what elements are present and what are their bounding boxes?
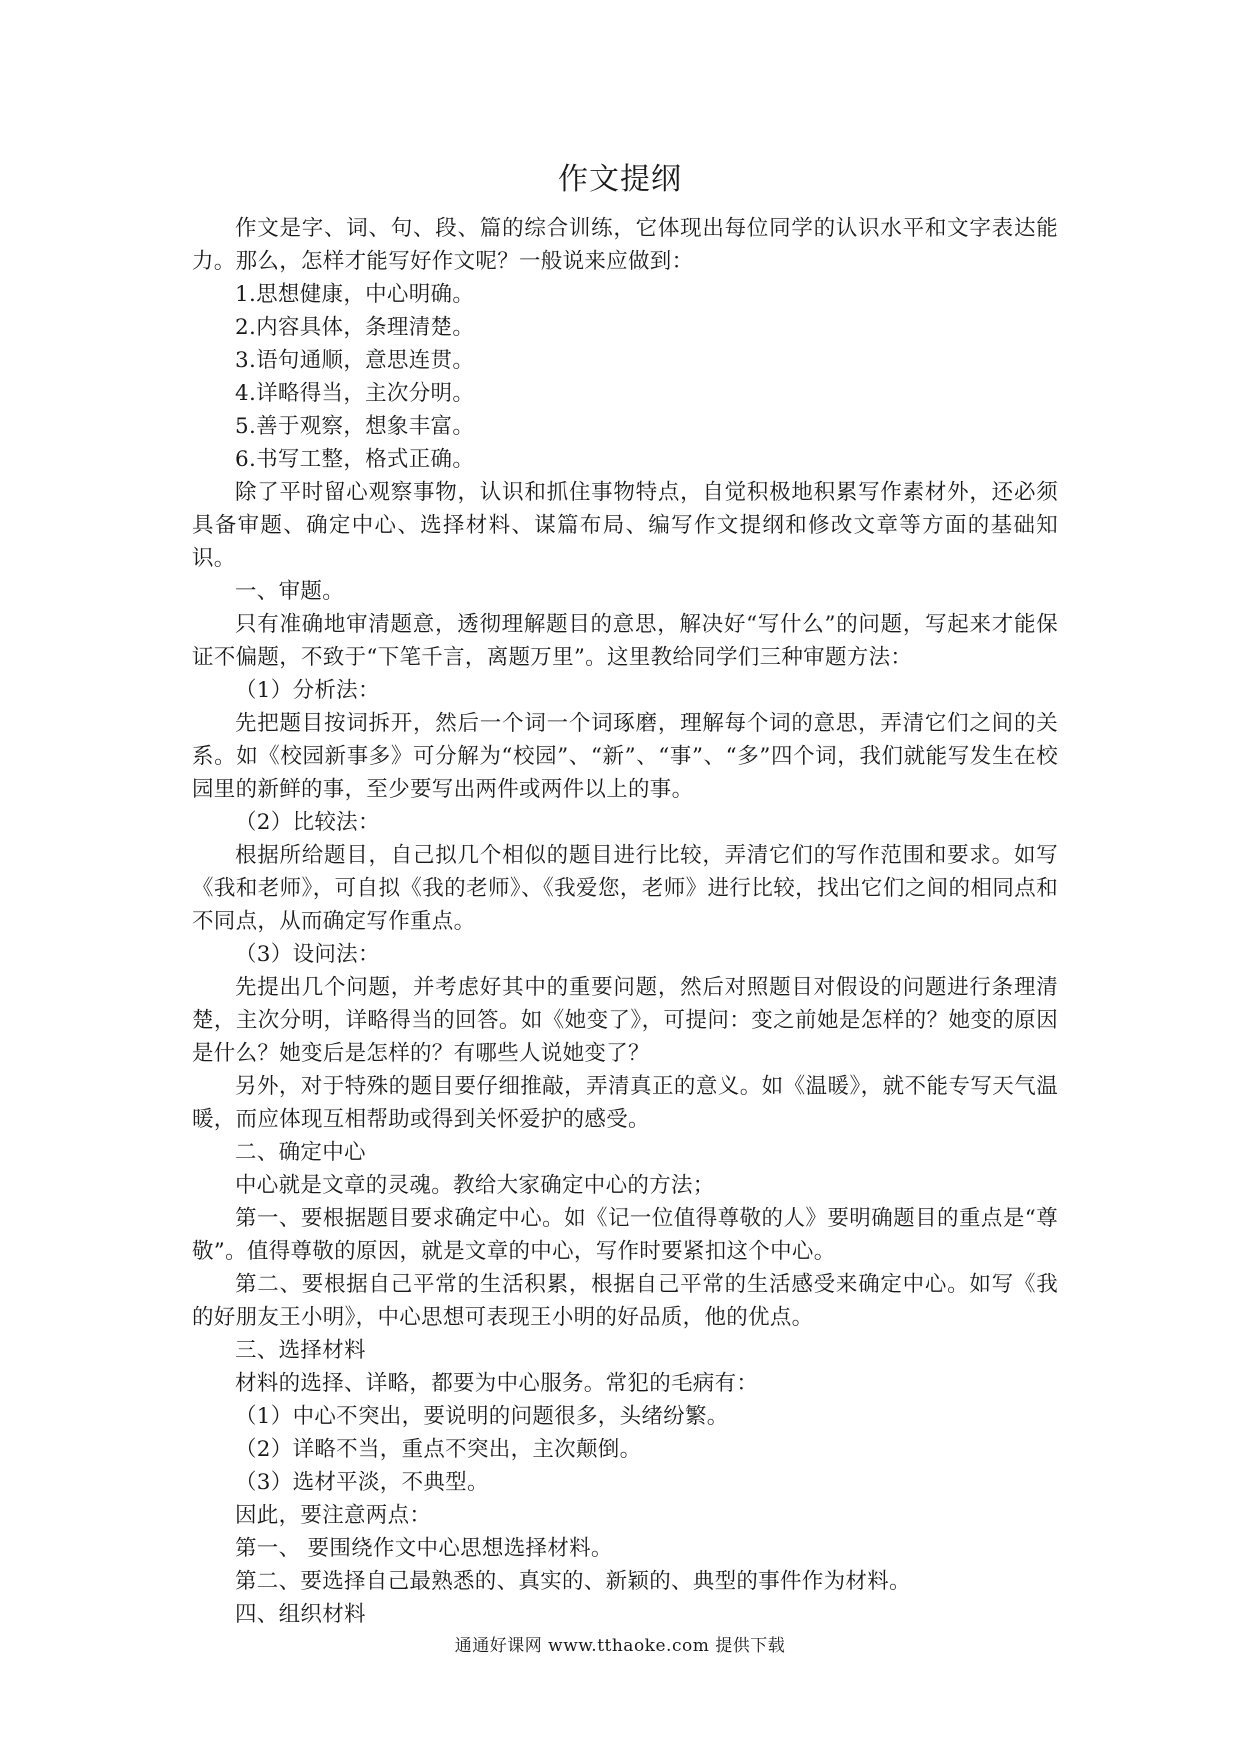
paragraph: 第二、要根据自己平常的生活积累，根据自己平常的生活感受来确定中心。如写《我的好朋友王小明》，中心思想可表现王小明的好品质，他的优点。 <box>192 1272 1058 1330</box>
list-item: （2）详略不当，重点不突出，主次颠倒。 <box>235 1437 642 1462</box>
paragraph: 因此，要注意两点： <box>235 1503 432 1528</box>
page-footer: 通通好课网 www.tthaoke.com 提供下载 <box>454 1636 786 1656</box>
paragraph: 先把题目按词拆开，然后一个词一个词琢磨，理解每个词的意思，弄清它们之间的关系。如《校园新事多》可分解为“校园”、“新”、“事”、“多”四个词，我们就能写发生在校园里的新鲜的事，至少要写出两件或两件以上的事。 <box>192 711 1058 802</box>
section-heading: 三、选择材料 <box>235 1338 366 1363</box>
paragraph: 只有准确地审清题意，透彻理解题目的意思，解决好“写什么”的问题，写起来才能保证不偏题，不致于“下笔千言，离题万里”。这里教给同学们三种审题方法： <box>192 612 1058 670</box>
paragraph: 第二、要选择自己最熟悉的、真实的、新颖的、典型的事件作为材料。 <box>235 1569 911 1594</box>
section-heading: 一、审题。 <box>235 579 345 604</box>
paragraph: 材料的选择、详略，都要为中心服务。常犯的毛病有： <box>235 1371 759 1396</box>
list-item: 1.思想健康，中心明确。 <box>235 282 475 307</box>
section-heading: 二、确定中心 <box>235 1140 366 1165</box>
paragraph: 先提出几个问题，并考虑好其中的重要问题，然后对照题目对假设的问题进行条理清楚，主次分明，详略得当的回答。如《她变了》，可提问：变之前她是怎样的？她变的原因是什么？她变后是怎样的？有哪些人说她变了？ <box>192 975 1058 1066</box>
paragraph: 第一、要根据题目要求确定中心。如《记一位值得尊敬的人》要明确题目的重点是“尊敬”。值得尊敬的原因，就是文章的中心，写作时要紧扣这个中心。 <box>192 1206 1058 1264</box>
list-item: 2.内容具体，条理清楚。 <box>235 315 475 340</box>
list-item: 3.语句通顺，意思连贯。 <box>235 348 475 373</box>
paragraph: 第一、 要围绕作文中心思想选择材料。 <box>235 1536 613 1561</box>
list-item: （3）选材平淡，不典型。 <box>235 1470 489 1495</box>
subsection-heading: （2）比较法： <box>235 810 380 835</box>
paragraph: 作文是字、词、句、段、篇的综合训练，它体现出每位同学的认识水平和文字表达能力。那么，怎样才能写好作文呢？一般说来应做到： <box>192 216 1058 274</box>
paragraph: 中心就是文章的灵魂。教给大家确定中心的方法； <box>235 1173 715 1198</box>
document-title: 作文提纲 <box>558 162 682 197</box>
document-body <box>192 212 1058 1631</box>
list-item: 5.善于观察，想象丰富。 <box>235 414 475 439</box>
paragraph: 根据所给题目，自己拟几个相似的题目进行比较，弄清它们的写作范围和要求。如写《我和老师》，可自拟《我的老师》、《我爱您，老师》进行比较，找出它们之间的相同点和不同点，从而确定写作重点。 <box>192 843 1058 934</box>
paragraph: 另外，对于特殊的题目要仔细推敲，弄清真正的意义。如《温暖》，就不能专写天气温暖，而应体现互相帮助或得到关怀爱护的感受。 <box>192 1074 1058 1132</box>
list-item: 4.详略得当，主次分明。 <box>235 381 475 406</box>
list-item: （1）中心不突出，要说明的问题很多，头绪纷繁。 <box>235 1404 729 1429</box>
subsection-heading: （1）分析法： <box>235 678 380 703</box>
paragraph: 除了平时留心观察事物，认识和抓住事物特点，自觉积极地积累写作素材外，还必须具备审题、确定中心、选择材料、谋篇布局、编写作文提纲和修改文章等方面的基础知识。 <box>192 480 1058 571</box>
subsection-heading: （3）设问法： <box>235 942 380 967</box>
section-heading: 四、组织材料 <box>235 1602 366 1627</box>
list-item: 6.书写工整，格式正确。 <box>235 447 475 472</box>
